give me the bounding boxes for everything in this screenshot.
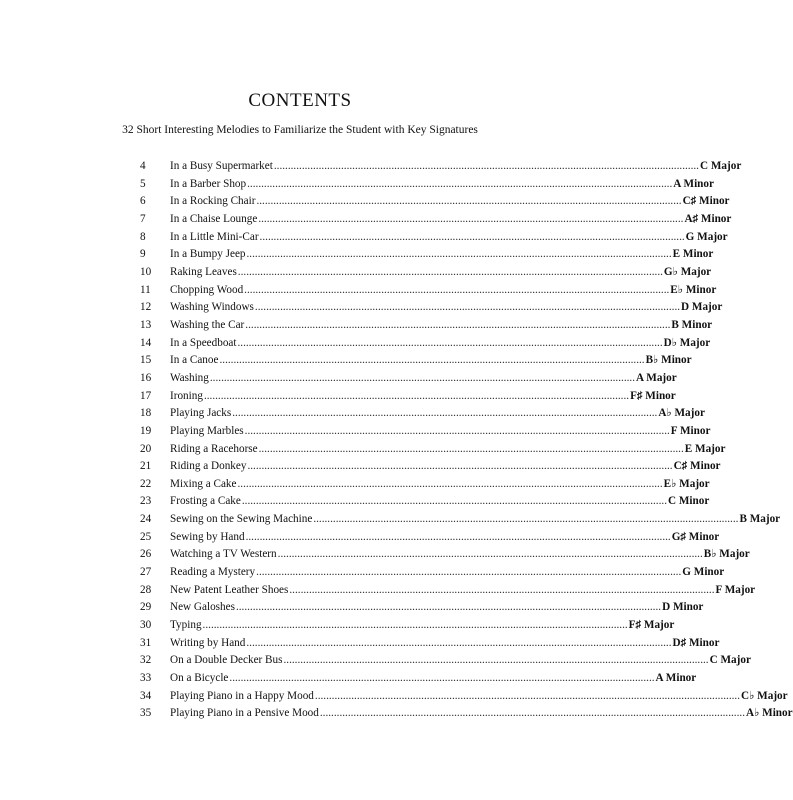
toc-entry bbox=[134, 511, 781, 529]
toc-key-signature: C Major bbox=[699, 160, 742, 172]
toc-page-number: 20 bbox=[140, 442, 152, 455]
toc-dot-leader: ........................................................................................................................................................ bbox=[313, 513, 739, 526]
toc-page-number: 28 bbox=[140, 583, 152, 596]
toc-entry bbox=[134, 529, 720, 547]
toc-entry bbox=[134, 670, 697, 688]
toc-dot-leader: ........................................................................................................................................................ bbox=[237, 265, 663, 278]
toc-page-number: 8 bbox=[140, 230, 146, 243]
toc-dot-leader: ........................................................................................................................................................ bbox=[229, 672, 655, 685]
toc-title: In a Busy Supermarket bbox=[170, 160, 273, 172]
toc-key-signature: B Major bbox=[739, 513, 781, 526]
toc-dot-leader: ........................................................................................................................................................ bbox=[314, 689, 741, 702]
toc-entry bbox=[134, 441, 726, 459]
toc-key-signature: C Minor bbox=[667, 495, 710, 508]
toc-dot-leader: ........................................................................................................................................................ bbox=[247, 460, 673, 473]
toc-title: Washing bbox=[170, 371, 209, 384]
toc-entry bbox=[134, 388, 676, 406]
page-subtitle: 32 Short Interesting Melodies to Familiarize the Student with Key Signatures bbox=[122, 124, 478, 136]
toc-key-signature: B Minor bbox=[671, 318, 713, 331]
toc-key-signature: D♯ Minor bbox=[672, 636, 720, 649]
page-title: CONTENTS bbox=[248, 90, 352, 111]
toc-entry bbox=[134, 617, 675, 635]
toc-key-signature: C♯ Minor bbox=[682, 195, 730, 208]
toc-dot-leader: ........................................................................................................................................................ bbox=[246, 248, 672, 261]
toc-dot-leader: ........................................................................................................................................................ bbox=[241, 495, 667, 508]
toc-title: New Patent Leather Shoes bbox=[170, 583, 289, 596]
toc-dot-leader: ........................................................................................................................................................ bbox=[244, 283, 670, 296]
toc-title: In a Canoe bbox=[170, 354, 219, 367]
toc-entry bbox=[134, 582, 756, 600]
toc-title: Watching a TV Western bbox=[170, 548, 277, 561]
toc-entry bbox=[134, 264, 712, 282]
toc-key-signature: A Minor bbox=[655, 672, 697, 685]
toc-page-number: 32 bbox=[140, 654, 152, 667]
toc-entry bbox=[134, 352, 692, 370]
toc-key-signature: A♭ Minor bbox=[745, 707, 793, 720]
toc-key-signature: C Major bbox=[709, 654, 751, 667]
toc-page-number: 22 bbox=[140, 477, 152, 490]
toc-entry bbox=[134, 158, 742, 176]
toc-title: In a Bumpy Jeep bbox=[170, 248, 246, 261]
toc-dot-leader: ........................................................................................................................................................ bbox=[283, 654, 709, 667]
toc-title: Reading a Mystery bbox=[170, 566, 256, 579]
toc-dot-leader: ........................................................................................................................................................ bbox=[209, 371, 635, 384]
toc-page-number: 9 bbox=[140, 248, 146, 261]
toc-key-signature: F Major bbox=[715, 583, 756, 596]
toc-dot-leader: ........................................................................................................................................................ bbox=[245, 318, 671, 331]
toc-page-number: 21 bbox=[140, 460, 152, 473]
toc-entry bbox=[134, 317, 713, 335]
toc-dot-leader: ........................................................................................................................................................ bbox=[273, 160, 699, 172]
toc-key-signature: E Major bbox=[684, 442, 726, 455]
toc-page-number: 7 bbox=[140, 212, 146, 225]
toc-page-number: 30 bbox=[140, 619, 152, 632]
toc-title: Washing Windows bbox=[170, 301, 254, 314]
toc-key-signature: A Minor bbox=[673, 177, 714, 190]
toc-page-number: 17 bbox=[140, 389, 152, 402]
toc-title: Playing Piano in a Pensive Mood bbox=[170, 707, 319, 720]
toc-entry bbox=[134, 493, 710, 511]
toc-dot-leader: ........................................................................................................................................................ bbox=[246, 636, 672, 649]
toc-entry bbox=[134, 246, 714, 264]
toc-key-signature: D Major bbox=[681, 301, 723, 314]
toc-page-number: 4 bbox=[140, 160, 146, 172]
toc-key-signature: E Minor bbox=[672, 248, 714, 261]
toc-title: In a Rocking Chair bbox=[170, 195, 256, 208]
toc-dot-leader: ........................................................................................................................................................ bbox=[203, 389, 630, 402]
toc-title: On a Bicycle bbox=[170, 672, 229, 685]
table-of-contents bbox=[134, 158, 793, 723]
toc-title: Sewing on the Sewing Machine bbox=[170, 513, 313, 526]
toc-dot-leader: ........................................................................................................................................................ bbox=[247, 177, 673, 190]
toc-key-signature: A♭ Major bbox=[658, 407, 705, 420]
toc-entry bbox=[134, 282, 717, 300]
toc-key-signature: G Minor bbox=[682, 566, 725, 579]
toc-dot-leader: ........................................................................................................................................................ bbox=[202, 619, 628, 632]
toc-title: Raking Leaves bbox=[170, 265, 237, 278]
toc-title: Mixing a Cake bbox=[170, 477, 237, 490]
toc-title: Sewing by Hand bbox=[170, 530, 245, 543]
toc-entry bbox=[134, 176, 714, 194]
toc-dot-leader: ........................................................................................................................................................ bbox=[219, 354, 645, 367]
toc-entry bbox=[134, 476, 710, 494]
toc-key-signature: F Minor bbox=[670, 424, 711, 437]
toc-key-signature: G♯ Minor bbox=[671, 530, 720, 543]
toc-page-number: 16 bbox=[140, 371, 152, 384]
toc-entry bbox=[134, 229, 728, 247]
toc-page-number: 11 bbox=[140, 283, 151, 296]
toc-entry bbox=[134, 211, 732, 229]
toc-page-number: 18 bbox=[140, 407, 152, 420]
toc-title: Riding a Donkey bbox=[170, 460, 247, 473]
toc-entry bbox=[134, 458, 721, 476]
toc-dot-leader: ........................................................................................................................................................ bbox=[258, 212, 684, 225]
toc-key-signature: B♭ Major bbox=[703, 548, 750, 561]
toc-title: Playing Piano in a Happy Mood bbox=[170, 689, 314, 702]
toc-key-signature: D♭ Major bbox=[663, 336, 711, 349]
toc-page-number: 5 bbox=[140, 177, 146, 190]
toc-page-number: 23 bbox=[140, 495, 152, 508]
toc-key-signature: G Major bbox=[685, 230, 728, 243]
toc-key-signature: D Minor bbox=[662, 601, 704, 614]
toc-entry bbox=[134, 299, 723, 317]
toc-entry bbox=[134, 423, 711, 441]
toc-title: Ironing bbox=[170, 389, 203, 402]
toc-entry bbox=[134, 335, 711, 353]
toc-title: Frosting a Cake bbox=[170, 495, 241, 508]
toc-page-number: 14 bbox=[140, 336, 152, 349]
toc-dot-leader: ........................................................................................................................................................ bbox=[254, 301, 681, 314]
toc-title: In a Little Mini-Car bbox=[170, 230, 259, 243]
toc-page-number: 26 bbox=[140, 548, 152, 561]
toc-title: In a Barber Shop bbox=[170, 177, 247, 190]
toc-title: Writing by Hand bbox=[170, 636, 246, 649]
toc-page-number: 34 bbox=[140, 689, 152, 702]
toc-entry bbox=[134, 688, 788, 706]
toc-key-signature: C♭ Major bbox=[741, 689, 788, 702]
toc-key-signature: B♭ Minor bbox=[645, 354, 692, 367]
toc-dot-leader: ........................................................................................................................................................ bbox=[277, 548, 703, 561]
toc-title: Riding a Racehorse bbox=[170, 442, 258, 455]
toc-page-number: 35 bbox=[140, 707, 152, 720]
toc-title: Playing Jacks bbox=[170, 407, 232, 420]
toc-key-signature: E♭ Major bbox=[663, 477, 710, 490]
toc-dot-leader: ........................................................................................................................................................ bbox=[245, 530, 671, 543]
toc-key-signature: C♯ Minor bbox=[673, 460, 721, 473]
toc-dot-leader: ........................................................................................................................................................ bbox=[237, 477, 663, 490]
toc-page-number: 24 bbox=[140, 513, 152, 526]
toc-page-number: 15 bbox=[140, 354, 152, 367]
toc-dot-leader: ........................................................................................................................................................ bbox=[235, 601, 662, 614]
toc-key-signature: A Major bbox=[636, 371, 677, 384]
toc-title: Washing the Car bbox=[170, 318, 245, 331]
toc-dot-leader: ........................................................................................................................................................ bbox=[232, 407, 658, 420]
toc-page-number: 13 bbox=[140, 318, 152, 331]
toc-dot-leader: ........................................................................................................................................................ bbox=[319, 707, 745, 720]
toc-entry bbox=[134, 652, 751, 670]
toc-entry bbox=[134, 193, 730, 211]
toc-entry bbox=[134, 370, 677, 388]
toc-title: In a Speedboat bbox=[170, 336, 237, 349]
toc-page-number: 12 bbox=[140, 301, 152, 314]
toc-title: New Galoshes bbox=[170, 601, 235, 614]
toc-entry bbox=[134, 705, 793, 723]
toc-page-number: 6 bbox=[140, 195, 146, 208]
toc-dot-leader: ........................................................................................................................................................ bbox=[258, 442, 684, 455]
toc-page-number: 29 bbox=[140, 601, 152, 614]
toc-entry bbox=[134, 546, 750, 564]
toc-dot-leader: ........................................................................................................................................................ bbox=[289, 583, 715, 596]
toc-title: Playing Marbles bbox=[170, 424, 244, 437]
toc-title: In a Chaise Lounge bbox=[170, 212, 258, 225]
toc-dot-leader: ........................................................................................................................................................ bbox=[256, 566, 682, 579]
toc-key-signature: E♭ Minor bbox=[670, 283, 717, 296]
toc-page-number: 31 bbox=[140, 636, 152, 649]
toc-page-number: 19 bbox=[140, 424, 152, 437]
toc-title: Chopping Wood bbox=[170, 283, 244, 296]
toc-key-signature: F♯ Major bbox=[628, 619, 675, 632]
toc-title: Typing bbox=[170, 619, 202, 632]
toc-key-signature: G♭ Major bbox=[663, 265, 712, 278]
toc-entry bbox=[134, 635, 720, 653]
toc-dot-leader: ........................................................................................................................................................ bbox=[259, 230, 685, 243]
toc-dot-leader: ........................................................................................................................................................ bbox=[256, 195, 682, 208]
toc-page-number: 10 bbox=[140, 265, 152, 278]
toc-dot-leader: ........................................................................................................................................................ bbox=[244, 424, 670, 437]
toc-title: On a Double Decker Bus bbox=[170, 654, 283, 667]
toc-entry bbox=[134, 405, 705, 423]
toc-page-number: 25 bbox=[140, 530, 152, 543]
toc-key-signature: A♯ Minor bbox=[684, 212, 732, 225]
toc-page-number: 33 bbox=[140, 672, 152, 685]
toc-entry bbox=[134, 564, 725, 582]
toc-page-number: 27 bbox=[140, 566, 152, 579]
toc-dot-leader: ........................................................................................................................................................ bbox=[237, 336, 663, 349]
toc-entry bbox=[134, 599, 704, 617]
toc-key-signature: F♯ Minor bbox=[630, 389, 676, 402]
